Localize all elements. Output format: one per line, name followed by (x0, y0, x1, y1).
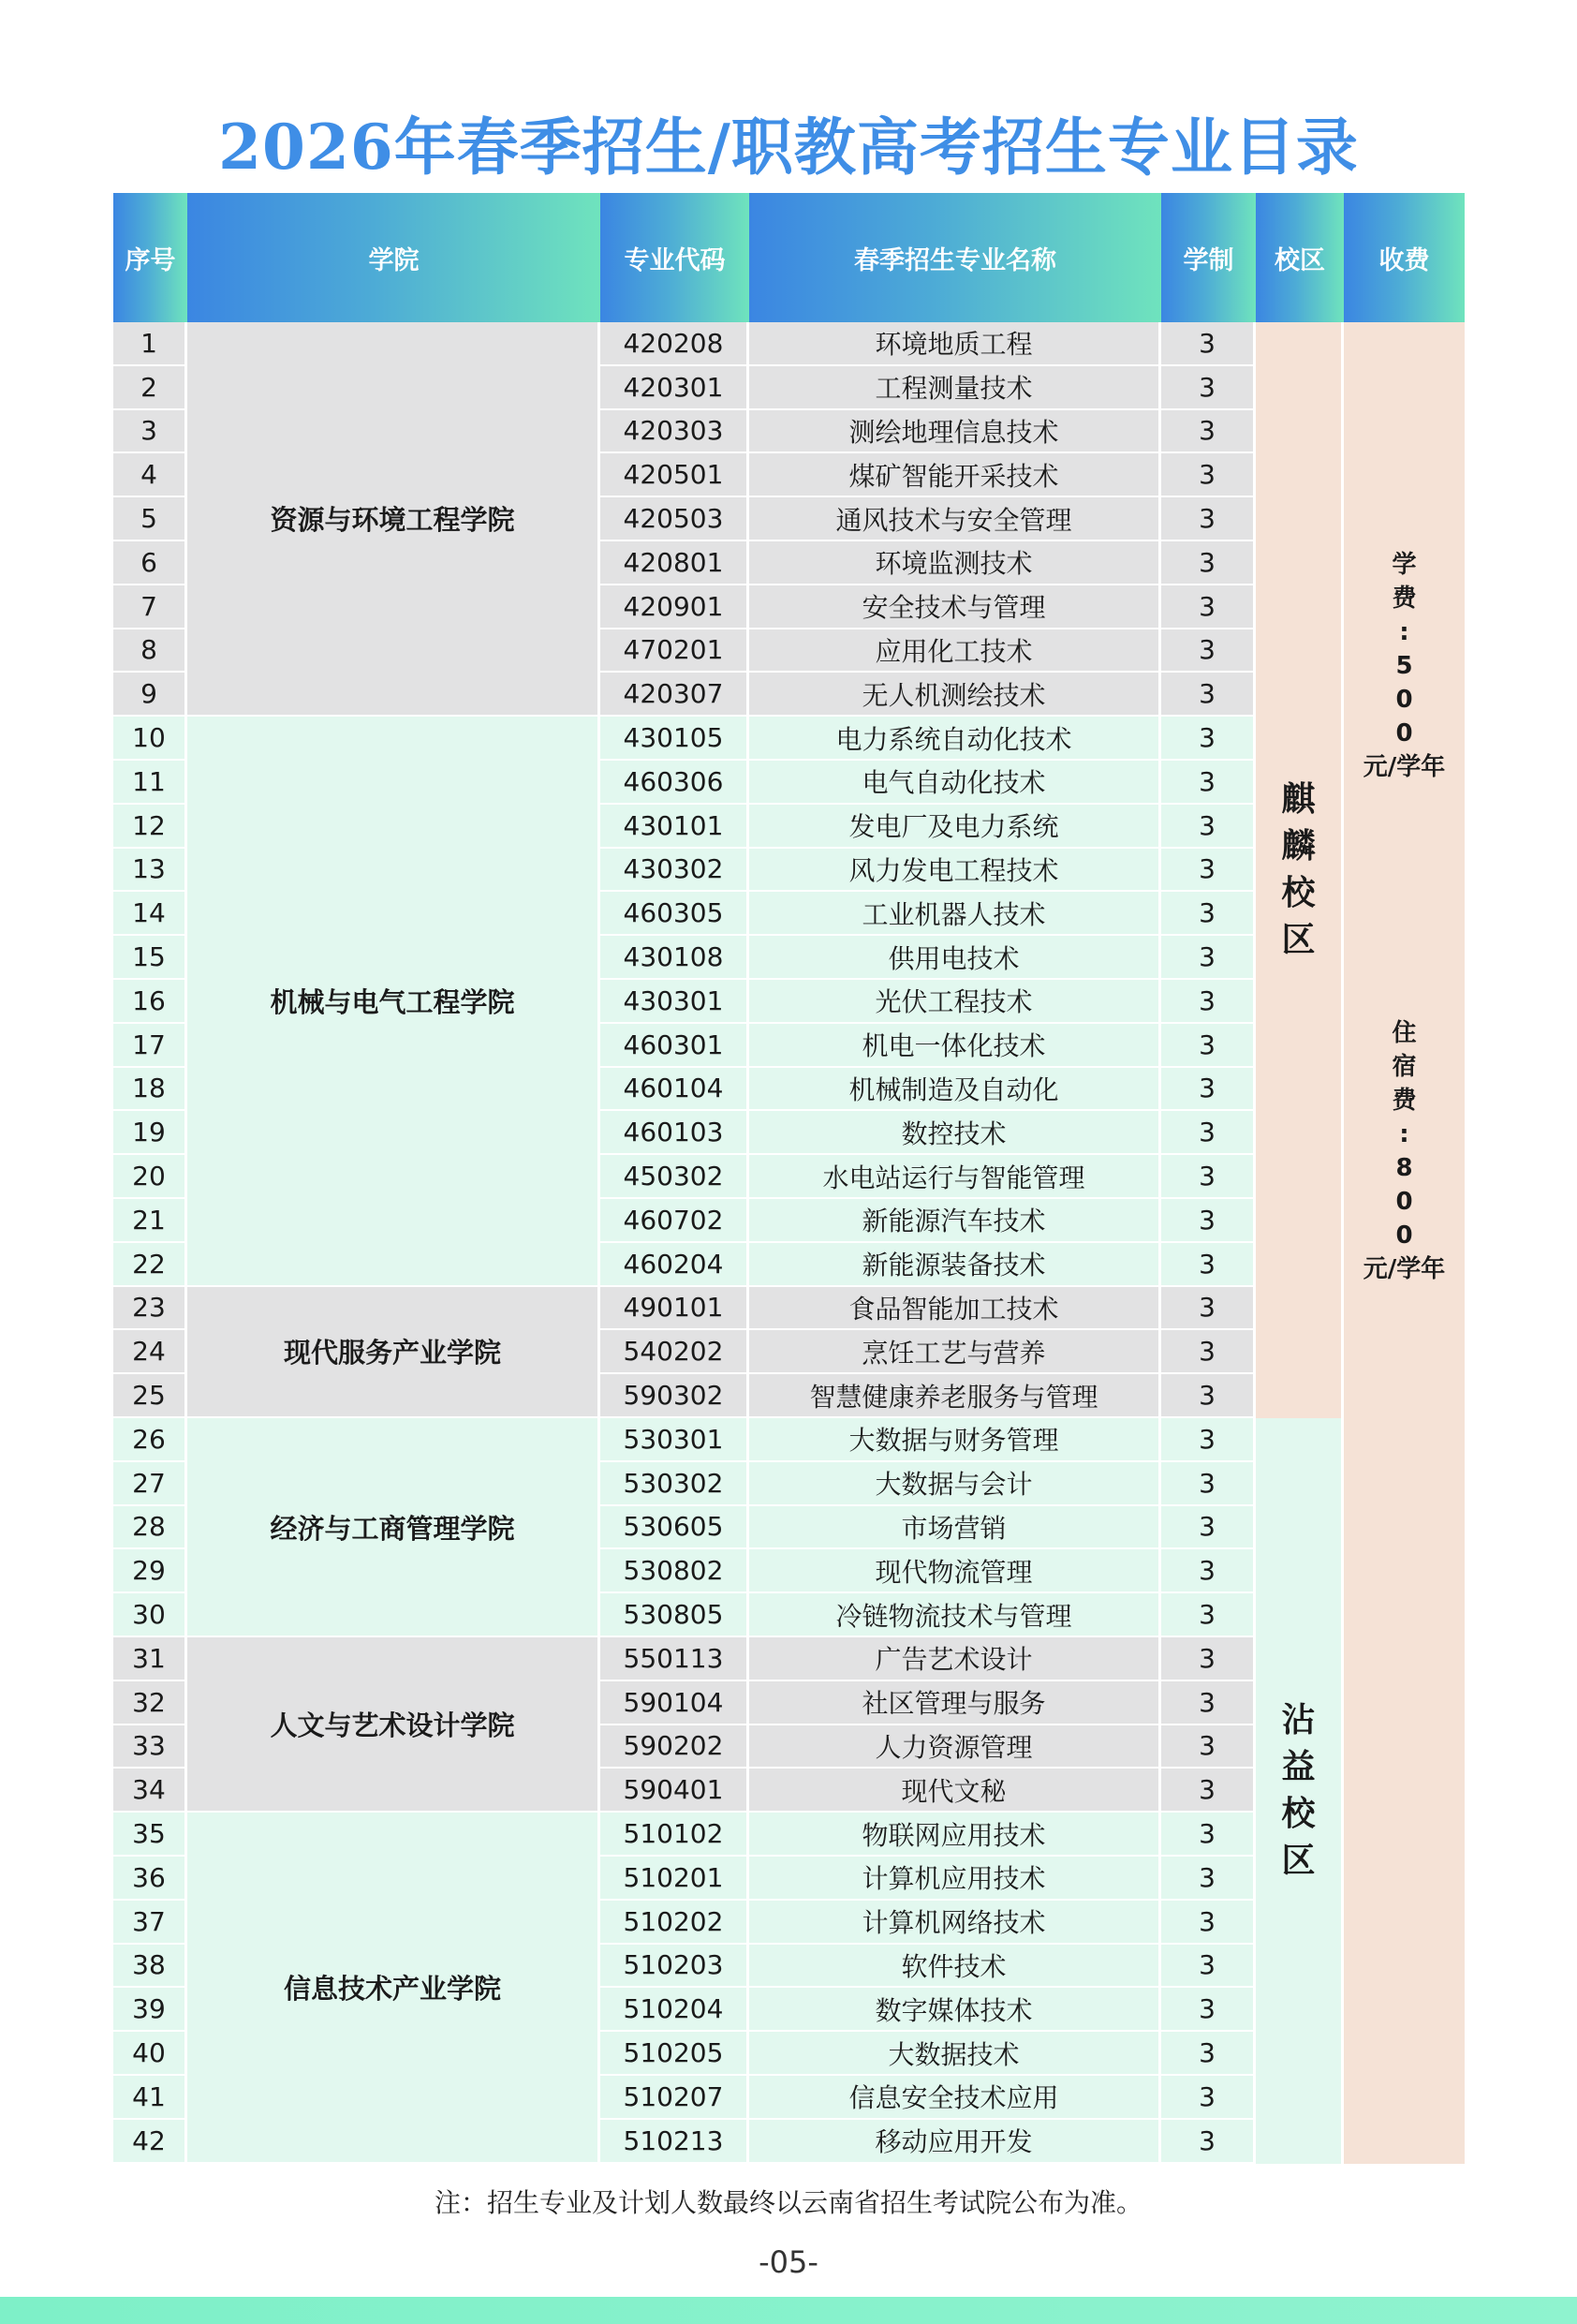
major-name: 安全技术与管理 (749, 585, 1161, 629)
fee-label: 学 费 (1392, 551, 1417, 613)
row-index: 4 (113, 453, 187, 497)
duration: 3 (1161, 1725, 1256, 1769)
major-name: 光伏工程技术 (749, 980, 1161, 1024)
duration: 3 (1161, 761, 1256, 805)
major-table (113, 193, 1465, 2163)
row-index: 1 (113, 322, 187, 366)
duration: 3 (1161, 1111, 1256, 1155)
major-name: 新能源装备技术 (749, 1243, 1161, 1287)
duration: 3 (1161, 1155, 1256, 1199)
major-code: 420501 (600, 453, 749, 497)
college-name: 现代服务产业学院 (187, 1287, 600, 1418)
major-name: 数字媒体技术 (749, 1988, 1161, 2032)
college-name: 信息技术产业学院 (187, 1813, 600, 2163)
row-index: 12 (113, 805, 187, 849)
row-index: 13 (113, 849, 187, 893)
header-campus (1256, 193, 1347, 322)
row-index: 38 (113, 1945, 187, 1989)
major-name: 工业机器人技术 (749, 892, 1161, 936)
duration: 3 (1161, 1330, 1256, 1374)
major-name: 现代文秘 (749, 1769, 1161, 1813)
campus-cell (1256, 322, 1344, 1418)
duration: 3 (1161, 410, 1256, 454)
row-index: 9 (113, 673, 187, 717)
row-index: 22 (113, 1243, 187, 1287)
row-index: 26 (113, 1418, 187, 1462)
major-code: 530805 (600, 1593, 749, 1637)
major-name: 通风技术与安全管理 (749, 497, 1161, 541)
duration: 3 (1161, 453, 1256, 497)
duration: 3 (1161, 629, 1256, 674)
major-code: 530802 (600, 1549, 749, 1593)
college-name: 机械与电气工程学院 (187, 717, 600, 1286)
major-code: 450302 (600, 1155, 749, 1199)
major-code: 420208 (600, 322, 749, 366)
major-code: 460204 (600, 1243, 749, 1287)
major-name: 机械制造及自动化 (749, 1068, 1161, 1112)
major-name: 供用电技术 (749, 936, 1161, 980)
major-name: 应用化工技术 (749, 629, 1161, 674)
major-code: 510207 (600, 2076, 749, 2120)
row-index: 42 (113, 2120, 187, 2164)
major-name: 计算机网络技术 (749, 1901, 1161, 1945)
major-code: 530605 (600, 1506, 749, 1550)
major-code: 470201 (600, 629, 749, 674)
row-index: 40 (113, 2032, 187, 2076)
major-code: 510202 (600, 1901, 749, 1945)
major-code: 510205 (600, 2032, 749, 2076)
college-name: 人文与艺术设计学院 (187, 1637, 600, 1813)
header-duration (1161, 193, 1259, 322)
duration: 3 (1161, 1901, 1256, 1945)
header-fee-label: 收费 (1378, 245, 1430, 275)
major-code: 510204 (600, 1988, 749, 2032)
row-index: 19 (113, 1111, 187, 1155)
duration: 3 (1161, 1769, 1256, 1813)
row-index: 7 (113, 585, 187, 629)
major-code: 420801 (600, 541, 749, 585)
header-duration-label: 学制 (1183, 245, 1234, 275)
duration: 3 (1161, 1549, 1256, 1593)
major-code: 510203 (600, 1945, 749, 1989)
major-code: 420503 (600, 497, 749, 541)
row-index: 2 (113, 366, 187, 410)
bottom-decor-bar (0, 2297, 1577, 2324)
duration: 3 (1161, 1945, 1256, 1989)
major-code: 430108 (600, 936, 749, 980)
major-code: 460305 (600, 892, 749, 936)
duration: 3 (1161, 1506, 1256, 1550)
major-name: 食品智能加工技术 (749, 1287, 1161, 1331)
header-code (600, 193, 752, 322)
major-code: 460103 (600, 1111, 749, 1155)
major-code: 460104 (600, 1068, 749, 1112)
fee-unit: 元/学年 (1363, 1255, 1446, 1283)
row-index: 3 (113, 410, 187, 454)
duration: 3 (1161, 1374, 1256, 1418)
major-name: 无人机测绘技术 (749, 673, 1161, 717)
major-code: 490101 (600, 1287, 749, 1331)
major-code: 430101 (600, 805, 749, 849)
fee-separator: : (1399, 618, 1409, 646)
duration: 3 (1161, 322, 1256, 366)
duration: 3 (1161, 366, 1256, 410)
major-code: 430105 (600, 717, 749, 761)
major-code: 420901 (600, 585, 749, 629)
major-name: 环境地质工程 (749, 322, 1161, 366)
header-college-label: 学院 (368, 245, 420, 275)
row-index: 35 (113, 1813, 187, 1857)
fee-amount: 8 0 0 (1395, 1154, 1413, 1250)
duration: 3 (1161, 1243, 1256, 1287)
row-index: 25 (113, 1374, 187, 1418)
major-name: 烹饪工艺与营养 (749, 1330, 1161, 1374)
fee-separator: : (1399, 1120, 1409, 1148)
duration: 3 (1161, 1593, 1256, 1637)
major-code: 540202 (600, 1330, 749, 1374)
duration: 3 (1161, 1813, 1256, 1857)
header-campus-label: 校区 (1275, 245, 1325, 275)
major-code: 550113 (600, 1637, 749, 1681)
header-index (113, 193, 190, 322)
major-name: 软件技术 (749, 1945, 1161, 1989)
major-name: 数控技术 (749, 1111, 1161, 1155)
row-index: 31 (113, 1637, 187, 1681)
major-code: 590202 (600, 1725, 749, 1769)
row-index: 23 (113, 1287, 187, 1331)
major-name: 大数据与财务管理 (749, 1418, 1161, 1462)
duration: 3 (1161, 936, 1256, 980)
major-name: 电气自动化技术 (749, 761, 1161, 805)
duration: 3 (1161, 1024, 1256, 1068)
major-name: 发电厂及电力系统 (749, 805, 1161, 849)
row-index: 8 (113, 629, 187, 674)
college-name: 资源与环境工程学院 (187, 322, 600, 717)
duration: 3 (1161, 585, 1256, 629)
duration: 3 (1161, 849, 1256, 893)
duration: 3 (1161, 1857, 1256, 1901)
row-index: 24 (113, 1330, 187, 1374)
major-name: 机电一体化技术 (749, 1024, 1161, 1068)
fee-label: 住 宿 费 (1392, 1019, 1417, 1115)
major-name: 冷链物流技术与管理 (749, 1593, 1161, 1637)
major-name: 现代物流管理 (749, 1549, 1161, 1593)
campus-name: 沾 益 校 区 (1281, 1700, 1316, 1880)
row-index: 14 (113, 892, 187, 936)
major-name: 大数据技术 (749, 2032, 1161, 2076)
duration: 3 (1161, 980, 1256, 1024)
duration: 3 (1161, 673, 1256, 717)
row-index: 41 (113, 2076, 187, 2120)
major-name: 信息安全技术应用 (749, 2076, 1161, 2120)
row-index: 27 (113, 1462, 187, 1506)
row-index: 36 (113, 1857, 187, 1901)
row-index: 21 (113, 1199, 187, 1243)
row-index: 10 (113, 717, 187, 761)
major-name: 工程测量技术 (749, 366, 1161, 410)
major-code: 530302 (600, 1462, 749, 1506)
header-code-label: 专业代码 (624, 245, 726, 275)
duration: 3 (1161, 541, 1256, 585)
duration: 3 (1161, 1287, 1256, 1331)
row-index: 34 (113, 1769, 187, 1813)
duration: 3 (1161, 1637, 1256, 1681)
header-major (749, 193, 1164, 322)
major-code: 460306 (600, 761, 749, 805)
major-code: 460301 (600, 1024, 749, 1068)
row-index: 30 (113, 1593, 187, 1637)
major-name: 市场营销 (749, 1506, 1161, 1550)
major-code: 510102 (600, 1813, 749, 1857)
major-name: 移动应用开发 (749, 2120, 1161, 2164)
major-name: 电力系统自动化技术 (749, 717, 1161, 761)
duration: 3 (1161, 1988, 1256, 2032)
page-number: -05- (759, 2244, 818, 2280)
fee-cell (1344, 322, 1465, 2164)
row-index: 39 (113, 1988, 187, 2032)
major-code: 420301 (600, 366, 749, 410)
duration: 3 (1161, 1418, 1256, 1462)
row-index: 5 (113, 497, 187, 541)
major-name: 智慧健康养老服务与管理 (749, 1374, 1161, 1418)
duration: 3 (1161, 2120, 1256, 2164)
footnote: 注：招生专业及计划人数最终以云南省招生考试院公布为准。 (434, 2187, 1142, 2218)
duration: 3 (1161, 1068, 1256, 1112)
major-code: 430301 (600, 980, 749, 1024)
row-index: 20 (113, 1155, 187, 1199)
row-index: 37 (113, 1901, 187, 1945)
major-name: 环境监测技术 (749, 541, 1161, 585)
header-fee (1344, 193, 1465, 322)
dorm-fee (1344, 1016, 1465, 1286)
row-index: 28 (113, 1506, 187, 1550)
campus-cell (1256, 1418, 1344, 2164)
major-code: 590104 (600, 1681, 749, 1725)
duration: 3 (1161, 1199, 1256, 1243)
major-name: 大数据与会计 (749, 1462, 1161, 1506)
row-index: 29 (113, 1549, 187, 1593)
row-index: 33 (113, 1725, 187, 1769)
row-index: 32 (113, 1681, 187, 1725)
fee-unit: 元/学年 (1363, 753, 1446, 781)
duration: 3 (1161, 2076, 1256, 2120)
tuition-fee (1344, 548, 1465, 784)
major-name: 风力发电工程技术 (749, 849, 1161, 893)
major-name: 计算机应用技术 (749, 1857, 1161, 1901)
duration: 3 (1161, 2032, 1256, 2076)
major-name: 广告艺术设计 (749, 1637, 1161, 1681)
row-index: 11 (113, 761, 187, 805)
major-name: 人力资源管理 (749, 1725, 1161, 1769)
major-code: 420307 (600, 673, 749, 717)
college-name: 经济与工商管理学院 (187, 1418, 600, 1637)
duration: 3 (1161, 805, 1256, 849)
duration: 3 (1161, 717, 1256, 761)
duration: 3 (1161, 1681, 1256, 1725)
major-name: 煤矿智能开采技术 (749, 453, 1161, 497)
major-code: 590302 (600, 1374, 749, 1418)
major-code: 510201 (600, 1857, 749, 1901)
row-index: 17 (113, 1024, 187, 1068)
page-title: 2026年春季招生/职教高考招生专业目录 (218, 111, 1359, 184)
duration: 3 (1161, 892, 1256, 936)
fee-amount: 5 0 0 (1395, 652, 1413, 748)
row-index: 6 (113, 541, 187, 585)
header-college (187, 193, 603, 322)
major-code: 530301 (600, 1418, 749, 1462)
row-index: 18 (113, 1068, 187, 1112)
campus-name: 麒 麟 校 区 (1281, 780, 1316, 959)
header-index-label: 序号 (125, 245, 176, 275)
major-code: 460702 (600, 1199, 749, 1243)
major-name: 新能源汽车技术 (749, 1199, 1161, 1243)
header-major-label: 春季招生专业名称 (854, 245, 1056, 275)
row-index: 15 (113, 936, 187, 980)
major-name: 测绘地理信息技术 (749, 410, 1161, 454)
major-name: 水电站运行与智能管理 (749, 1155, 1161, 1199)
duration: 3 (1161, 1462, 1256, 1506)
major-name: 社区管理与服务 (749, 1681, 1161, 1725)
major-code: 420303 (600, 410, 749, 454)
row-index: 16 (113, 980, 187, 1024)
major-code: 510213 (600, 2120, 749, 2164)
major-code: 430302 (600, 849, 749, 893)
major-code: 590401 (600, 1769, 749, 1813)
duration: 3 (1161, 497, 1256, 541)
major-name: 物联网应用技术 (749, 1813, 1161, 1857)
